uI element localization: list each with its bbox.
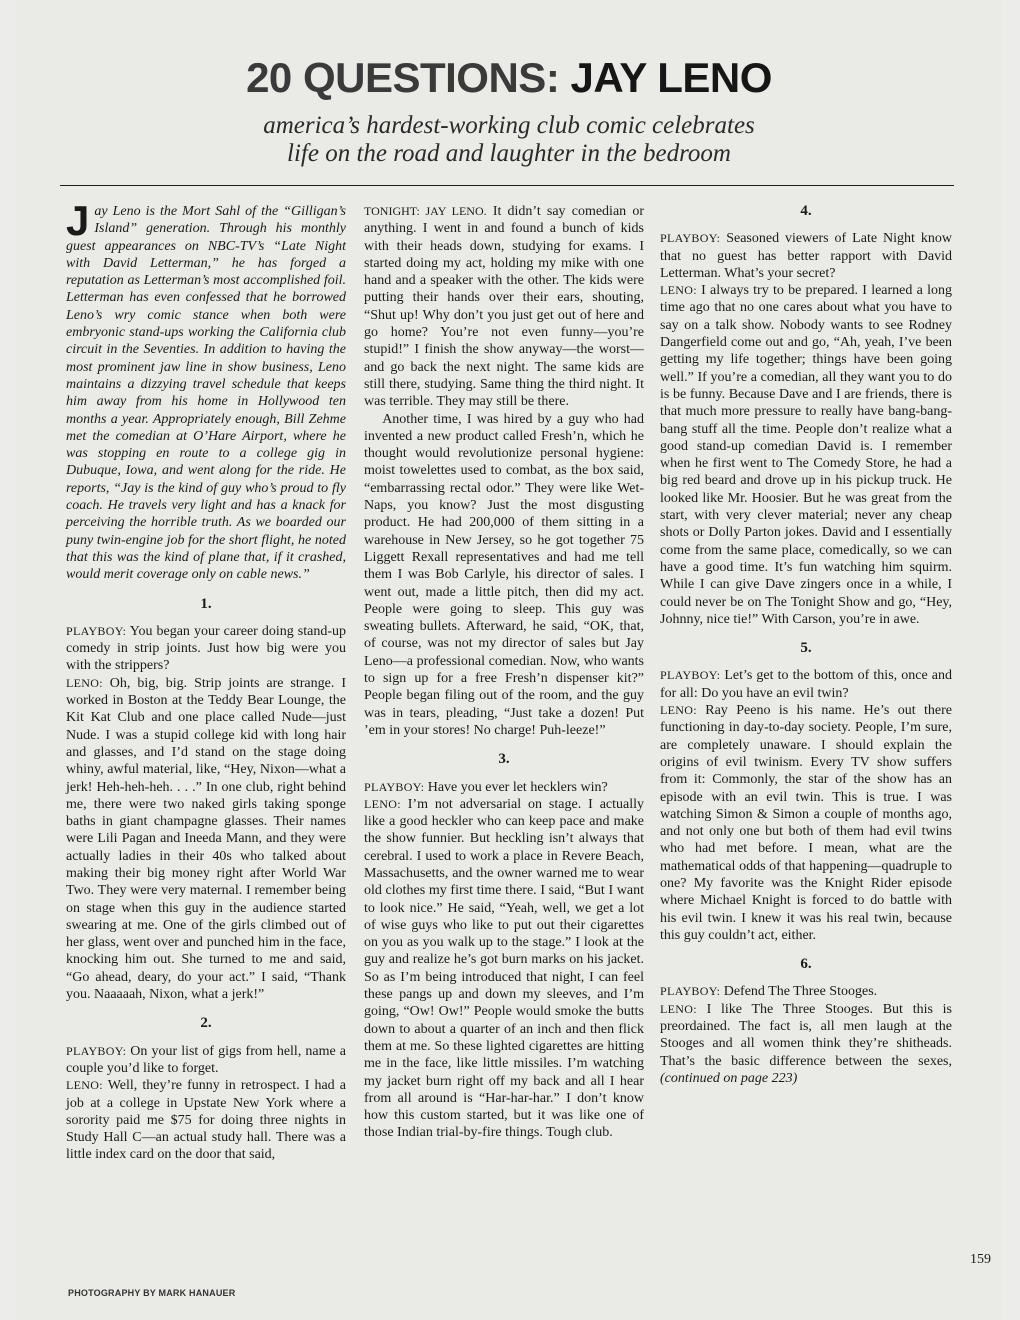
speaker-playboy: PLAYBOY: xyxy=(660,231,721,246)
q1-question-text: You began your career doing stand-up comedy in strip joints. Just how big were you with the strippers? xyxy=(66,623,346,674)
question-number-3: 3. xyxy=(498,751,510,768)
tonight-sign: TONIGHT: JAY LENO. xyxy=(364,204,487,218)
question-number-5: 5. xyxy=(800,640,812,657)
column-3 xyxy=(660,203,952,1087)
q2-answer xyxy=(66,1077,346,1163)
speaker-playboy: PLAYBOY: xyxy=(364,779,425,794)
q3-question xyxy=(364,779,644,796)
question-number-2: 2. xyxy=(200,1015,212,1032)
q1-answer xyxy=(66,675,346,1004)
q2-answer-text-b: It didn’t say comedian or anything. I went in and found a bunch of kids with their heads down, studying for exams. I started doing my act, holding my mike with one hand and a speaker with the other. The kids were putting their hands over their ears, shouting, “Shut up! Why don’t you just get out of here and go home? You’re not even funny—you’re stupid!” I finish the show anyway—the worst—and go back the next night. The same kids are still there, studying. Same thing the third night. It was terrible. They may still be there. xyxy=(364,204,644,410)
page-number: 159 xyxy=(970,1252,991,1267)
q6-answer xyxy=(660,1001,952,1087)
q5-answer-text: Ray Peeno is his name. He’s out there functioning in day-to-day society. People, I’m sure, are completely unaware. I should explain the origins of evil twinism. Every TV show suffers from it: Commonly, the star of the show has an episode with an evil twin. This is true. I was watching Simon & Simon a couple of months ago, and not only one but both of them had evil twins who had met before. I mean, what are the mathematical odds of that happening—quadruple to one? My favorite was the Knight Rider episode where Michael Knight is forced to do battle with his evil twin. I knew it was his real twin, because this guy couldn’t act, either. xyxy=(660,703,952,943)
photo-credit: PHOTOGRAPHY BY MARK HANAUER xyxy=(68,1288,236,1298)
article-title xyxy=(16,54,1002,102)
speaker-leno: LENO: xyxy=(660,703,697,718)
speaker-playboy: PLAYBOY: xyxy=(660,984,721,999)
magazine-page xyxy=(16,0,1002,1320)
column-1 xyxy=(66,197,347,1164)
speaker-leno: LENO: xyxy=(364,796,401,811)
speaker-leno: LENO: xyxy=(660,283,697,298)
speaker-leno: LENO: xyxy=(660,1001,697,1016)
intro-text: ay Leno is the Mort Sahl of the “Gilligan’s Island” generation. Through his monthly guest appearances on NBC-TV’s “Late Night with David Letterman,” he has forged a reputation as Letterman’s most accomplished foil. Letterman has even confessed that he borrowed Leno’s wry comic stance when both were embryonic stand-ups working the California club circuit in the Seventies. In addition to having the most prominent jaw line in show business, Leno maintains a dizzying travel schedule that keeps him away from his home in Hollywood ten months a year. Appropriately enough, Bill Zehme met the comedian at O’Hare Airport, where he was stopping en route to a college gig in Dubuque, Iowa, and went along for the ride. He reports, “Jay is the kind of guy who’s proud to fly coach. He travels very light and has a knack for perceiving the horrible truth. As we boarded our puny twin-engine job for the short flight, he noted that this was the kind of plane that, if it crashed, would merit coverage only on cable news.” xyxy=(66,204,346,583)
continued-note: (continued on page 223) xyxy=(660,1070,798,1086)
header-rule xyxy=(60,185,954,186)
q6-question xyxy=(660,983,952,1000)
q2-answer-text-a: Well, they’re funny in retrospect. I had a job at a college in Upstate New York where a sorority paid me $75 for doing three nights in Study Hall C—an actual study hall. There was a little index card on the door that said, xyxy=(66,1078,347,1163)
question-number-4: 4. xyxy=(800,203,812,219)
speaker-playboy: PLAYBOY: xyxy=(66,623,127,638)
question-number-1: 1. xyxy=(200,595,212,612)
q1-question xyxy=(66,623,346,675)
speaker-playboy: PLAYBOY: xyxy=(66,1043,127,1058)
q3-answer xyxy=(364,796,644,1142)
intro-paragraph xyxy=(66,197,346,584)
subtitle-line-2: life on the road and laughter in the bedroom xyxy=(287,140,731,167)
q2-question xyxy=(66,1043,346,1078)
title-name: JAY LENO xyxy=(570,54,772,101)
subtitle-line-1: america’s hardest-working club comic celebrates xyxy=(263,112,755,139)
question-number-6: 6. xyxy=(800,956,812,973)
q4-answer xyxy=(660,282,952,628)
q5-question xyxy=(660,667,952,702)
q4-answer-text: I always try to be prepared. I learned a long time ago that no one cares about what you have to say on a talk show. Nobody wants to see Rodney Dangerfield come out and go, “Ah, yeah, I’ve been getting my life together; things have been going well.” If you’re a comedian, all they want you to do is be funny. Because Dave and I are friends, there is that much more pressure to really have bang-bang-bang stuff all the time. People don’t realize what a good stand-up comedian David is. I remember when he first went to The Comedy Store, he had a big red beard and drove up in his pickup truck. He looked like Mr. Hoosier. But he was great from the start, with very clever material; never any cheap shots or Dolly Parton jokes. David and I essentially come from the same place, comedically, so we can have a good time. It’s fun watching him squirm. While I can give Dave zingers once in a while, I could never be on The Tonight Show and go, “Hey, Johnny, nice tie!” With Carson, you’re in awe. xyxy=(660,283,953,627)
speaker-leno: LENO: xyxy=(66,675,103,690)
q3-answer-text: I’m not adversarial on stage. I actually like a good heckler who can keep pace and make the show funnier. But heckling isn’t always that cerebral. I used to work a place in Revere Beach, Massachusetts, and the owner warned me to wear old clothes my first time there. I said, “But I want to look nice.” He said, “Yeah, well, we get a lot of wise guys who like to put out their cigarettes on you as you walk up to the stage.” I look at the guy and realize he’s got burn marks on his jacket. So as I’m being introduced that night, I can feel these pangs up and down my sleeves, and I’m going, “Ow! Ow!” People would smoke the butts down to about a quarter of an inch and then flick them at me. So these lighted cigarettes are hitting me in the face, like little missiles. I’m watching my jacket burn right off my back and all I hear from all around is “Har-har-har.” I don’t know how this custom started, but it was like one of those Indian trial-by-fire things. Tough club. xyxy=(364,796,645,1141)
q5-question-text: Let’s get to the bottom of this, once and for all: Do you have an evil twin? xyxy=(660,668,953,701)
q2-answer-continued xyxy=(364,203,644,411)
speaker-playboy: PLAYBOY: xyxy=(660,668,721,683)
q5-answer xyxy=(660,702,952,944)
q3-question-text: Have you ever let hecklers win? xyxy=(427,779,608,795)
q6-question-text: Defend The Three Stooges. xyxy=(723,984,878,1000)
q4-question-text: Seasoned viewers of Late Night know that no guest has better rapport with David Letterman. What’s your secret? xyxy=(660,231,953,281)
q1-answer-text: Oh, big, big. Strip joints are strange. I worked in Boston at the Teddy Bear Lounge, the Kit Kat Club and one place called Nude—just Nude. I was a stupid college kid with long hair and glasses, and I’d stand on the stage doing whiny, awful material, like, “Hey, Nixon—what a jerk! Heh-heh-heh. . . .” In one club, right behind me, there were two naked girls taking sponge baths in giant champagne glasses. Their names were Lili Pagan and Ineeda Mann, and they were actually ladies in their 40s who talked about making their big money right after World War Two. They were very maternal. I remember being on stage when this guy in the audience started swearing at me. One of the girls climbed out of her glass, went over and punched him in the face, knocking him out. She turned to me and said, “Go ahead, deary, do your act.” I said, “Thank you. Naaaaah, Nixon, what a jerk!” xyxy=(66,675,346,1003)
q6-answer-text: I like The Three Stooges. But this is preordained. The fact is, all men laugh at the Stooges and all women think they’re shitheads. That’s the basic difference between the sexes, xyxy=(660,1001,953,1069)
article-subtitle xyxy=(16,112,1002,168)
drop-cap: J xyxy=(66,197,90,244)
column-2 xyxy=(364,203,644,1142)
q2-question-text: On your list of gigs from hell, name a couple you’d like to forget. xyxy=(66,1043,346,1076)
q4-question xyxy=(660,230,952,282)
q2-answer-paragraph-2: Another time, I was hired by a guy who had invented a new product called Fresh’n, which he thought would revolutionize personal hygiene: moist towelettes used to combat, as the box said, “embarrassing rectal odor.” They were like Wet-Naps, you know? Just the most disgusting product. He had 200,000 of them sitting in a warehouse in New Jersey, so he got together 75 Liggett Rexall representatives and had me tell them I was Bob Carlyle, his director of sales. I went out, made a little pitch, then did my act. People were going to sleep. This guy was sweating bullets. Afterward, he said, “OK, that, of course, was not my director of sales but Jay Leno—a professional comedian. Now, who wants to sign up for a free Fresh’n dispenser kit?” People began filing out of the room, and the guy was in tears, pleading, “Just take a dozen! Put ’em in your stores! No charge! Puh-leeze!” xyxy=(364,411,644,738)
speaker-leno: LENO: xyxy=(66,1078,103,1093)
title-prefix: 20 QUESTIONS: xyxy=(246,54,560,101)
